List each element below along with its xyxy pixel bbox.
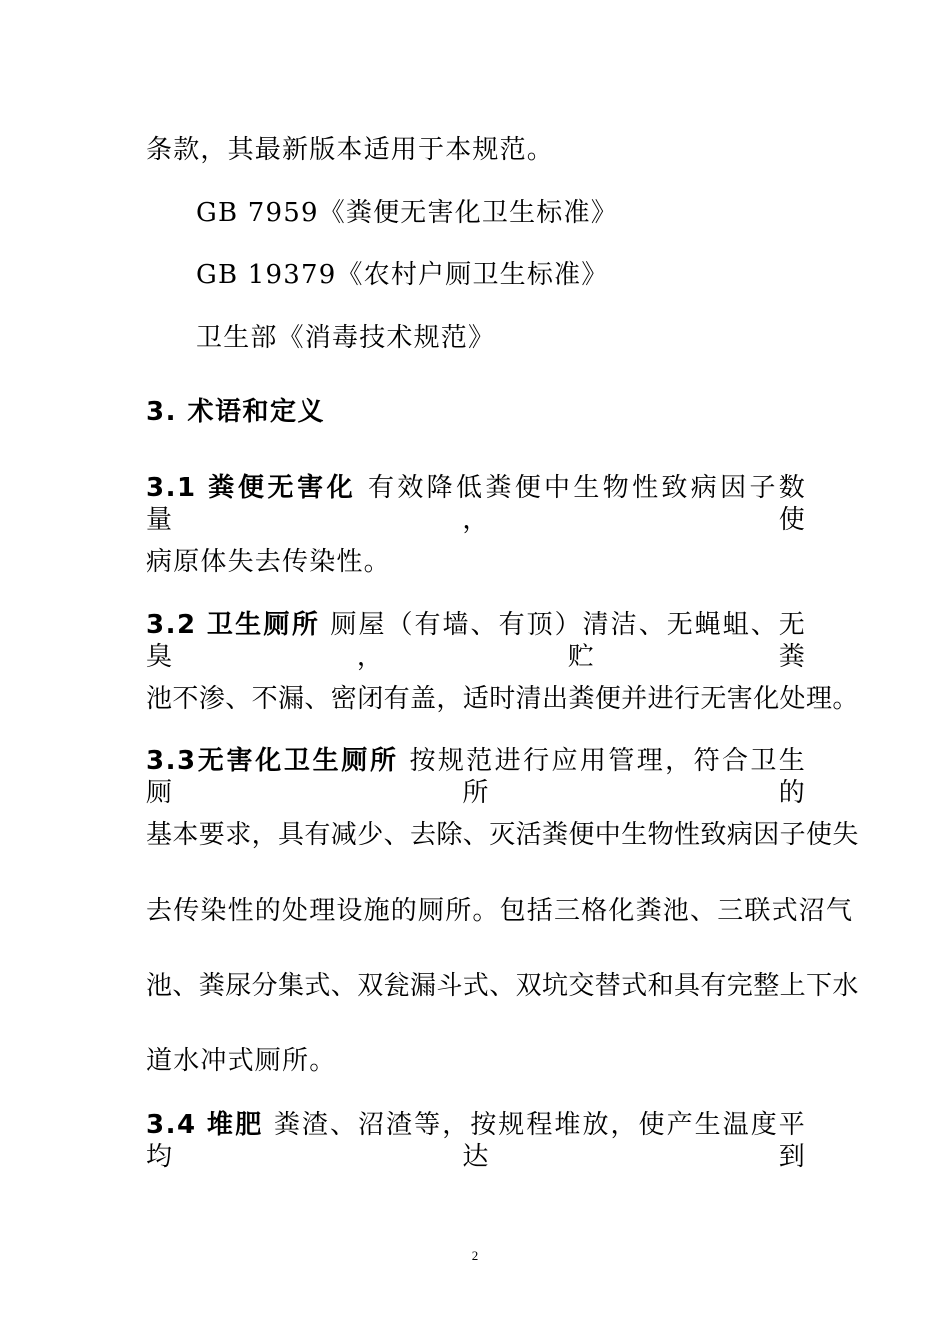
reference-gb19379: GB 19379《农村户厕卫生标准》 [196, 260, 609, 290]
term-definition-continued: 去传染性的处理设施的厕所。包括三格化粪池、三联式沼气 [146, 896, 854, 926]
term-3-3 [146, 745, 806, 809]
term-definition-continued: 基本要求，具有减少、去除、灭活粪便中生物性致病因子使失 [146, 820, 859, 850]
term-number: 3.2 [146, 610, 197, 640]
term-number: 3.4 [146, 1110, 197, 1140]
reference-gb7959: GB 7959《粪便无害化卫生标准》 [196, 198, 618, 228]
section-heading: 3. 术语和定义 [146, 397, 326, 427]
term-3-4 [146, 1109, 806, 1173]
term-title: 堆肥 [206, 1110, 264, 1140]
page-number: 2 [471, 1248, 479, 1263]
term-number: 3.3 [146, 746, 197, 776]
term-definition: 按规范进行应用管理，符合卫生厕所的 [146, 746, 806, 808]
body-text-line: 条款，其最新版本适用于本规范。 [146, 135, 555, 165]
term-definition: 厕屋（有墙、有顶）清洁、无蝇蛆、无臭，贮粪 [146, 610, 807, 672]
term-title: 粪便无害化 [208, 473, 357, 503]
term-3-2 [146, 609, 806, 673]
term-number: 3.1 [146, 473, 197, 503]
term-title: 卫生厕所 [206, 610, 321, 640]
term-definition-continued: 病原体失去传染性。 [146, 547, 391, 577]
term-definition-continued: 道水冲式厕所。 [146, 1046, 337, 1076]
term-definition: 有效降低粪便中生物性致病因子数量，使 [146, 473, 806, 535]
reference-disinfection-spec: 卫生部《消毒技术规范》 [196, 323, 496, 353]
term-3-1 [146, 472, 806, 536]
term-definition: 粪渣、沼渣等，按规程堆放，使产生温度平均达到 [146, 1110, 806, 1172]
term-definition-continued: 池不渗、不漏、密闭有盖，适时清出粪便并进行无害化处理。 [146, 684, 859, 714]
term-definition-continued: 池、粪尿分集式、双瓮漏斗式、双坑交替式和具有完整上下水 [146, 971, 859, 1001]
term-title: 无害化卫生厕所 [196, 746, 399, 776]
